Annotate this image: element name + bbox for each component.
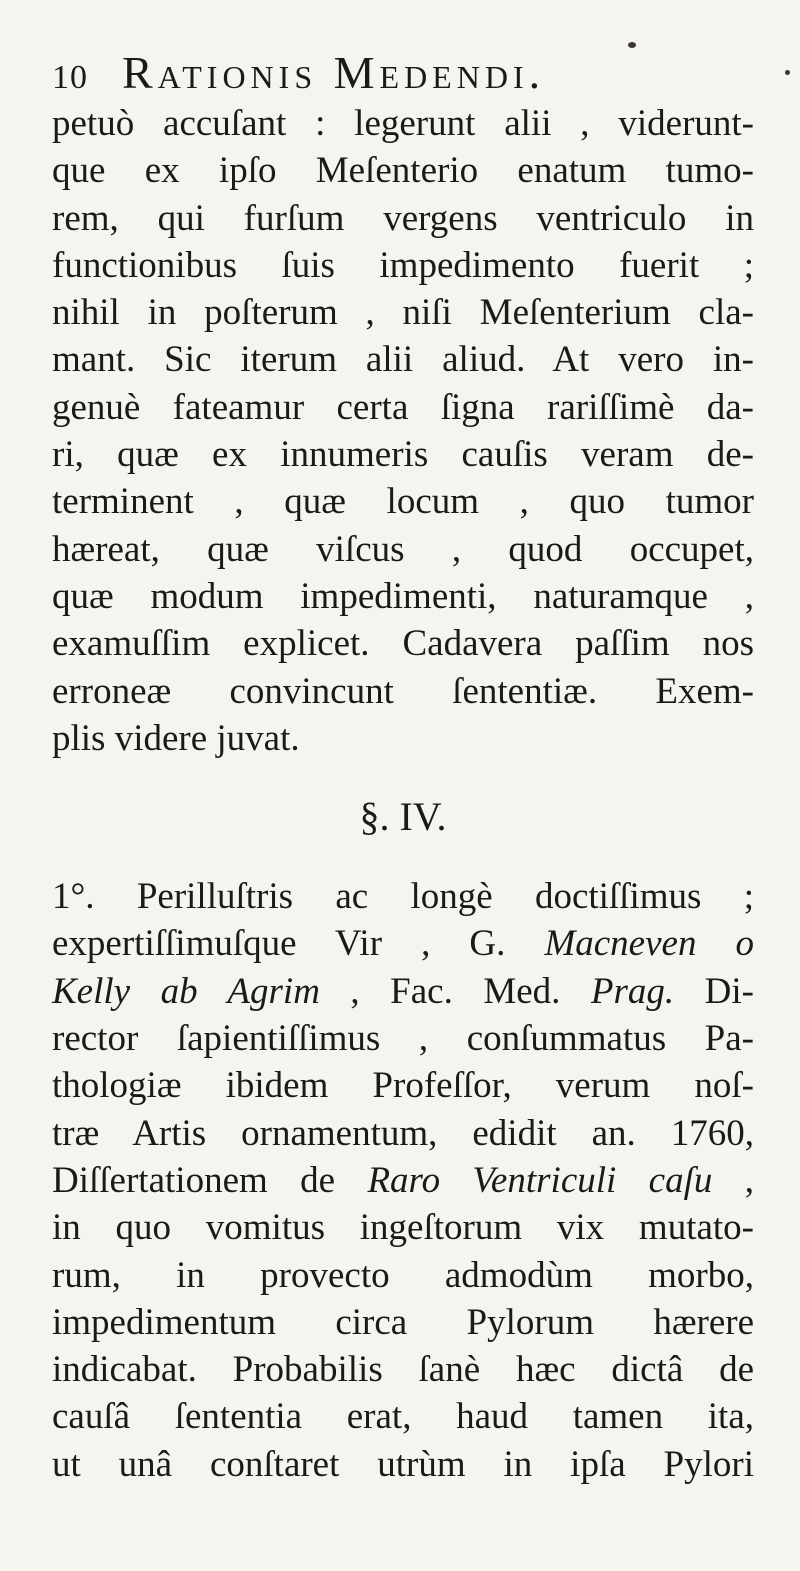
text-line: functionibus ſuis impedimento fuerit ; bbox=[52, 244, 754, 286]
ink-speck bbox=[785, 70, 790, 75]
text-line: examuſſim explicet. Cadavera paſſim nos bbox=[52, 623, 754, 665]
text-line: rector ſapientiſſimus , conſummatus Pa- bbox=[52, 1018, 754, 1060]
text-line: quæ modum impedimenti, naturamque , bbox=[52, 575, 754, 617]
text-run: expertiſſimuſque Vir , G. bbox=[52, 923, 506, 965]
text-line: in quo vomitus ingeſtorum vix mutato- bbox=[52, 1207, 754, 1249]
text-line: terminent , quæ locum , quo tumor bbox=[52, 481, 754, 523]
text-line: mant. Sic iterum alii aliud. At vero in- bbox=[52, 339, 754, 381]
text-run: , Fac. Med. bbox=[350, 970, 561, 1012]
ink-speck bbox=[628, 42, 636, 48]
text-line: plis videre juvat. bbox=[52, 717, 300, 759]
text-line: cauſâ ſententia erat, haud tamen ita, bbox=[52, 1396, 754, 1438]
paragraph-2 bbox=[52, 873, 754, 1488]
text-line: erroneæ convincunt ſententiæ. Exem- bbox=[52, 670, 754, 712]
body-text bbox=[52, 100, 754, 1488]
text-line: genuè fateamur certa ſigna rariſſimè da- bbox=[52, 386, 754, 428]
italic-title: Raro Ventriculi caſu bbox=[367, 1159, 713, 1201]
italic-name: Kelly ab Agrim bbox=[52, 970, 320, 1012]
italic-abbrev: Prag. bbox=[590, 970, 675, 1012]
text-line: thologiæ ibidem Profeſſor, verum noſ- bbox=[52, 1065, 754, 1107]
text-line: hæreat, quæ viſcus , quod occupet, bbox=[52, 528, 754, 570]
text-line: que ex ipſo Meſenterio enatum tumo- bbox=[52, 150, 754, 192]
text-line bbox=[52, 1157, 754, 1204]
section-heading: §. IV. bbox=[359, 794, 447, 840]
text-line: rem, qui furſum vergens ventriculo in bbox=[52, 197, 754, 239]
running-title: Rationis Medendi. bbox=[122, 47, 546, 98]
text-run: Di- bbox=[704, 970, 754, 1012]
running-head bbox=[52, 47, 754, 98]
text-line: 1°. Perilluſtris ac longè doctiſſimus ; bbox=[52, 876, 754, 918]
paragraph-1 bbox=[52, 100, 754, 762]
text-line: indicabat. Probabilis ſanè hæc dictâ de bbox=[52, 1349, 754, 1391]
text-line: nihil in poſterum , niſi Meſenterium cla- bbox=[52, 292, 754, 334]
text-line bbox=[52, 968, 754, 1015]
text-line: rum, in provecto admodùm morbo, bbox=[52, 1254, 754, 1296]
text-line bbox=[52, 920, 754, 967]
text-line: ut unâ conſtaret utrùm in ipſa Pylori bbox=[52, 1443, 754, 1485]
italic-name: Macneven o bbox=[544, 923, 755, 965]
text-line: træ Artis ornamentum, edidit an. 1760, bbox=[52, 1112, 754, 1154]
page-number: 10 bbox=[52, 59, 88, 96]
text-run: Diſſertationem de bbox=[52, 1159, 336, 1201]
text-line: petuò accuſant : legerunt alii , viderunt- bbox=[52, 103, 754, 144]
text-line: impedimentum circa Pylorum hærere bbox=[52, 1301, 754, 1343]
text-run: , bbox=[744, 1159, 754, 1201]
text-line: ri, quæ ex innumeris cauſis veram de- bbox=[52, 434, 754, 476]
